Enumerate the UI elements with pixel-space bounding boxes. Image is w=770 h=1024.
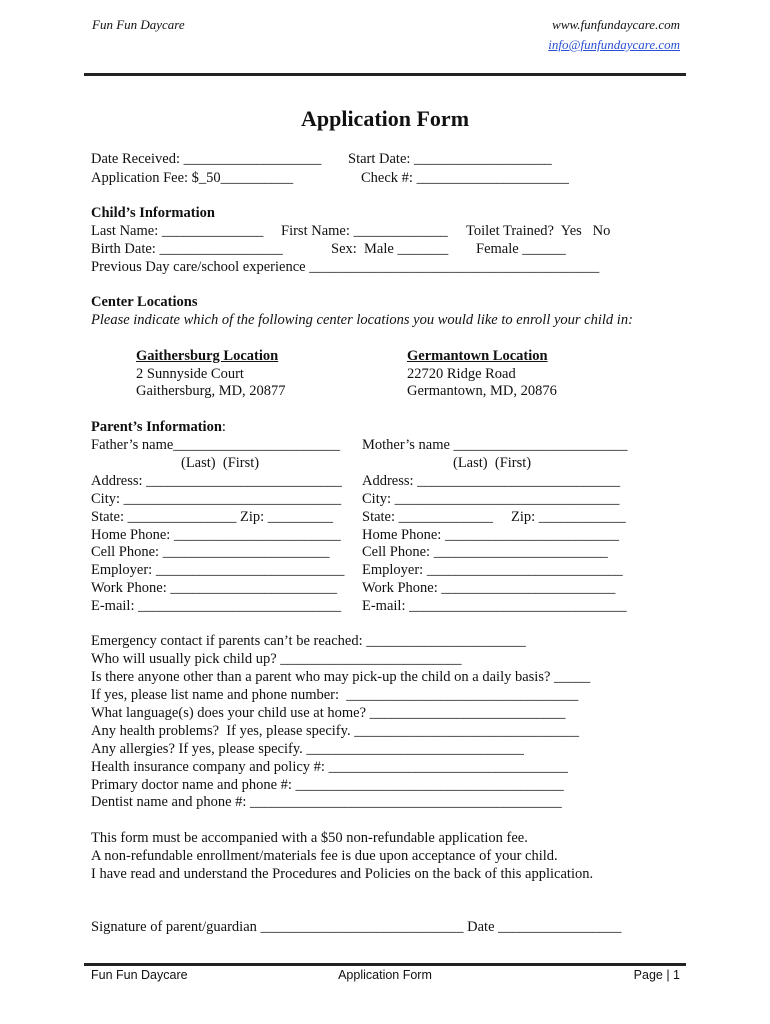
date-received-field[interactable]: Date Received: ___________________ — [91, 151, 322, 167]
father-home-phone-field[interactable]: Home Phone: _______________________ — [91, 527, 341, 543]
father-address-field[interactable]: Address: ___________________________ — [91, 473, 342, 489]
enrollment-fee-note: A non-refundable enrollment/materials fee is due upon acceptance of your child. — [91, 848, 558, 864]
germantown-city: Germantown, MD, 20876 — [407, 383, 557, 399]
father-employer-field[interactable]: Employer: __________________________ — [91, 562, 345, 578]
primary-doctor-field[interactable]: Primary doctor name and phone #: _____________________________________ — [91, 777, 564, 793]
father-work-phone-field[interactable]: Work Phone: _______________________ — [91, 580, 338, 596]
fee-note: This form must be accompanied with a $50 non-refundable application fee. — [91, 830, 528, 846]
child-info-heading: Child’s Information — [91, 205, 215, 221]
parent-info-heading-text: Parent’s Information — [91, 419, 222, 435]
pickup-person-field[interactable]: Who will usually pick child up? _________________________ — [91, 651, 462, 667]
signature-date-field[interactable]: Signature of parent/guardian ____________________________ Date _________________ — [91, 919, 622, 935]
gaithersburg-location-name[interactable]: Gaithersburg Location — [136, 348, 279, 364]
mother-employer-field[interactable]: Employer: ___________________________ — [362, 562, 623, 578]
header-email-link[interactable]: info@funfundaycare.com — [548, 37, 680, 52]
father-city-field[interactable]: City: ______________________________ — [91, 491, 342, 507]
mother-state-zip-field[interactable]: State: _____________ Zip: ____________ — [362, 509, 626, 525]
footer-page-number: Page | 1 — [633, 968, 680, 982]
application-fee-field[interactable]: Application Fee: $_50__________ — [91, 170, 294, 186]
germantown-street: 22720 Ridge Road — [407, 366, 516, 382]
check-number-field[interactable]: Check #: _____________________ — [361, 170, 569, 186]
mother-cell-phone-field[interactable]: Cell Phone: ________________________ — [362, 544, 608, 560]
center-locations-heading: Center Locations — [91, 294, 198, 310]
mother-name-sublabel: (Last) (First) — [453, 455, 532, 471]
health-problems-field[interactable]: Any health problems? If yes, please specify. _______________________________ — [91, 723, 579, 739]
mother-home-phone-field[interactable]: Home Phone: ________________________ — [362, 527, 619, 543]
toilet-trained-field[interactable]: Toilet Trained? Yes No — [466, 223, 611, 239]
parent-info-heading — [91, 418, 226, 436]
mother-city-field[interactable]: City: _______________________________ — [362, 491, 620, 507]
father-state-zip-field[interactable]: State: _______________ Zip: _________ — [91, 509, 334, 525]
birth-date-field[interactable]: Birth Date: _________________ — [91, 241, 283, 257]
mother-email-field[interactable]: E-mail: ______________________________ — [362, 598, 627, 614]
header-website[interactable]: www.funfundaycare.com — [552, 17, 680, 32]
page-title: Application Form — [300, 106, 470, 131]
dentist-field[interactable]: Dentist name and phone #: ___________________________________________ — [91, 794, 562, 810]
home-language-field[interactable]: What language(s) does your child use at home? ___________________________ — [91, 705, 566, 721]
other-pickup-field[interactable]: Is there anyone other than a parent who may pick-up the child on a daily basis? _____ — [91, 669, 591, 685]
start-date-field[interactable]: Start Date: ___________________ — [348, 151, 552, 167]
parent-info-colon: : — [221, 419, 226, 435]
health-insurance-field[interactable]: Health insurance company and policy #: _________________________________ — [91, 759, 568, 775]
mother-name-field[interactable]: Mother’s name ________________________ — [362, 437, 628, 453]
footer-divider — [84, 963, 686, 966]
policy-acknowledgement: I have read and understand the Procedures and Policies on the back of this application. — [91, 866, 594, 882]
germantown-location-name[interactable]: Germantown Location — [407, 348, 548, 364]
father-cell-phone-field[interactable]: Cell Phone: _______________________ — [91, 544, 330, 560]
sex-female-field[interactable]: Female ______ — [476, 241, 566, 257]
child-first-name-field[interactable]: First Name: _____________ — [281, 223, 448, 239]
footer-title: Application Form — [338, 968, 432, 982]
father-email-field[interactable]: E-mail: ____________________________ — [91, 598, 342, 614]
father-name-sublabel: (Last) (First) — [181, 455, 260, 471]
header-divider — [84, 73, 686, 76]
sex-male-field[interactable]: Sex: Male _______ — [331, 241, 449, 257]
other-pickup-contact-field[interactable]: If yes, please list name and phone number: ________________________________ — [91, 687, 579, 703]
mother-work-phone-field[interactable]: Work Phone: ________________________ — [362, 580, 616, 596]
center-locations-instruction: Please indicate which of the following center locations you would like to enroll your child in: — [91, 312, 633, 328]
mother-address-field[interactable]: Address: ____________________________ — [362, 473, 621, 489]
footer-company: Fun Fun Daycare — [91, 968, 188, 982]
header-company: Fun Fun Daycare — [92, 17, 185, 32]
allergies-field[interactable]: Any allergies? If yes, please specify. ______________________________ — [91, 741, 524, 757]
child-last-name-field[interactable]: Last Name: ______________ — [91, 223, 264, 239]
father-name-field[interactable]: Father’s name_______________________ — [91, 437, 341, 453]
gaithersburg-street: 2 Sunnyside Court — [136, 366, 244, 382]
gaithersburg-city: Gaithersburg, MD, 20877 — [136, 383, 286, 399]
emergency-contact-field[interactable]: Emergency contact if parents can’t be reached: ______________________ — [91, 633, 526, 649]
previous-daycare-field[interactable]: Previous Day care/school experience ________________________________________ — [91, 259, 600, 275]
